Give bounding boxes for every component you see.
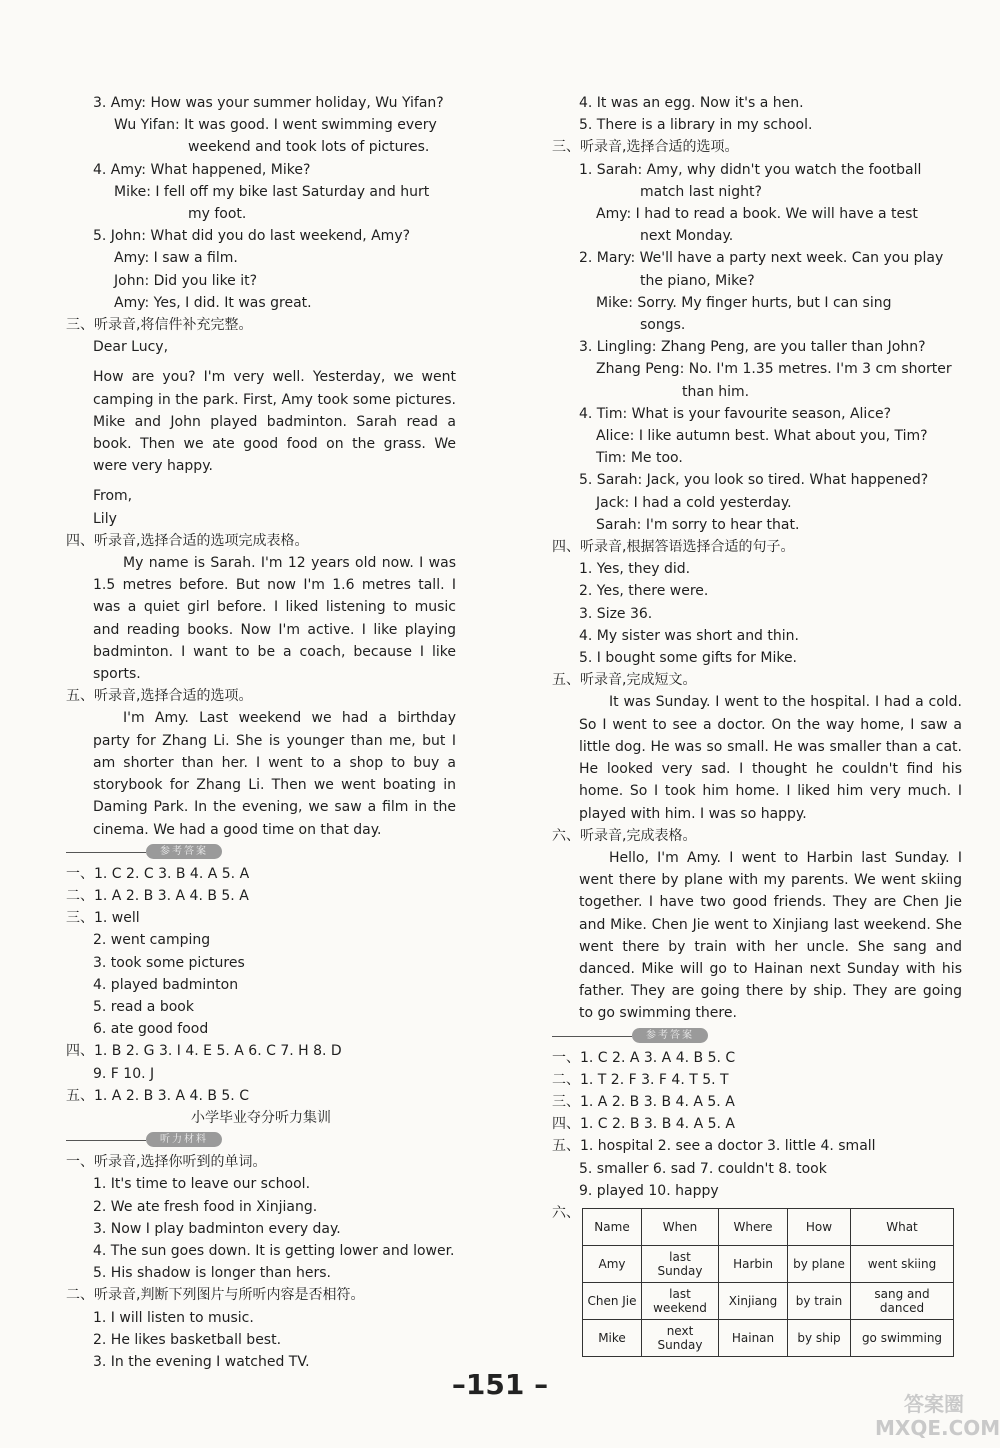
dialog-line: 4. Amy: What happened, Mike? xyxy=(93,161,311,178)
answer-line: 一、1. C 2. A 3. A 4. B 5. C xyxy=(552,1049,736,1066)
dialog-line: Amy: Yes, I did. It was great. xyxy=(114,294,312,311)
watermark: 答案圈 MXQE.COM xyxy=(875,1392,1000,1440)
dialog-line: 5. Sarah: Jack, you look so tired. What happened? xyxy=(579,472,929,489)
dialog-line: than him. xyxy=(682,383,750,400)
table-cell: Mike xyxy=(583,1320,642,1357)
table-header-cell: Where xyxy=(719,1209,788,1246)
letter-name: Lily xyxy=(93,510,117,527)
table-cell: last weekend xyxy=(642,1283,719,1320)
letter-greeting: Dear Lucy, xyxy=(93,339,169,356)
section-title: 二、听录音,判断下列图片与所听内容是否相符。 xyxy=(66,1287,365,1304)
dialog-line: Mike: Sorry. My finger hurts, but I can sing xyxy=(596,294,892,311)
list-item: 2. We ate fresh food in Xinjiang. xyxy=(93,1198,318,1215)
answer-line: 五、1. hospital 2. see a doctor 3. little 4. small xyxy=(552,1138,876,1155)
table-cell: Harbin xyxy=(719,1246,788,1283)
page-number: –151 – xyxy=(451,1368,549,1401)
table-header-cell: Name xyxy=(583,1209,642,1246)
list-item: 3. Now I play badminton every day. xyxy=(93,1220,341,1237)
answer-line: 5. smaller 6. sad 7. couldn't 8. took xyxy=(579,1160,827,1177)
list-item: 3. Size 36. xyxy=(579,605,653,622)
dialog-line: match last night? xyxy=(640,183,762,200)
answer-table xyxy=(582,1208,954,1357)
list-item: 5. I bought some gifts for Mike. xyxy=(579,650,798,667)
dialog-line: the piano, Mike? xyxy=(640,272,755,289)
section-title: 一、听录音,选择你听到的单词。 xyxy=(66,1154,267,1171)
table-cell: went skiing xyxy=(851,1246,954,1283)
answers-divider xyxy=(66,841,456,863)
answers-label: 参考答案 xyxy=(632,1028,708,1043)
dialog-line: 4. Tim: What is your favourite season, Alice? xyxy=(579,405,892,422)
answer-line: 五、1. A 2. B 3. A 4. B 5. C xyxy=(66,1087,249,1104)
list-item: 2. He likes basketball best. xyxy=(93,1331,282,1348)
dialog-line: 5. John: What did you do last weekend, Amy? xyxy=(93,228,411,245)
passage: Hello, I'm Amy. I went to Harbin last Sunday. I went there by plane with my parents. We went skiing together. I have two good friends. They are Chen Jie and Mike. Chen Jie went to Xinjiang last weekend. She went there by train with her uncle. She sang and danced. Mike will go to Hainan next Sunday with his father. They are going there by ship. They are going to go swimming there. xyxy=(579,849,962,1022)
dialog-line: 3. Lingling: Zhang Peng, are you taller than John? xyxy=(579,339,926,356)
section-title: 四、听录音,根据答语选择合适的句子。 xyxy=(552,539,795,556)
material-divider xyxy=(66,1129,456,1151)
table-cell: Chen Jie xyxy=(583,1283,642,1320)
table-header-cell: When xyxy=(642,1209,719,1246)
dialog-line: Jack: I had a cold yesterday. xyxy=(596,494,792,511)
table-cell: by plane xyxy=(788,1246,851,1283)
list-item: 1. Yes, they did. xyxy=(579,561,691,578)
section-title: 六、听录音,完成表格。 xyxy=(552,827,697,844)
dialog-line: Amy: I had to read a book. We will have a test xyxy=(596,206,918,223)
section-title: 五、听录音,选择合适的选项。 xyxy=(66,688,253,705)
right-column xyxy=(552,92,962,1357)
passage: My name is Sarah. I'm 12 years old now. I was 1.5 metres before. But now I'm 1.6 metres tall. I was a quiet girl before. I liked listening to music and reading books. Now I'm active. I like playing badminton. I want to be a coach, because I like sports. xyxy=(93,555,456,683)
answer-line: 二、1. T 2. F 3. F 4. T 5. T xyxy=(552,1071,729,1088)
table-cell: last Sunday xyxy=(642,1246,719,1283)
table-row xyxy=(583,1246,954,1283)
answer-line: 三、1. A 2. B 3. B 4. A 5. A xyxy=(552,1093,735,1110)
dialog-line: Zhang Peng: No. I'm 1.35 metres. I'm 3 cm shorter xyxy=(596,361,952,378)
passage: It was Sunday. I went to the hospital. I had a cold. So I went to see a doctor. On the way home, I saw a little dog. He was so small. He was smaller than a cat. He looked very sad. I thought he couldn't find his home. So I took him home. I liked him very much. I played with him. I was so happy. xyxy=(579,694,962,822)
dialog-line: Sarah: I'm sorry to hear that. xyxy=(596,516,800,533)
dialog-line: my foot. xyxy=(188,206,247,223)
section-title: 三、听录音,选择合适的选项。 xyxy=(552,139,739,156)
dialog-line: Amy: I saw a film. xyxy=(114,250,238,267)
passage: I'm Amy. Last weekend we had a birthday party for Zhang Li. She is younger than me, but I am shorter than her. I went to a shop to buy a storybook for Zhang Li. Then we went boating in Daming Park. In the evening, we saw a film in the cinema. We had a good time on that day. xyxy=(93,710,456,838)
table-cell: Amy xyxy=(583,1246,642,1283)
table-row xyxy=(583,1320,954,1357)
answers-divider xyxy=(552,1025,962,1047)
table-cell: by train xyxy=(788,1283,851,1320)
section-heading: 小学毕业夺分听力集训 xyxy=(191,1109,331,1126)
section-title: 五、听录音,完成短文。 xyxy=(552,672,697,689)
table-row xyxy=(583,1283,954,1320)
list-item: 5. There is a library in my school. xyxy=(579,117,813,134)
dialog-line: Tim: Me too. xyxy=(596,450,683,467)
list-item: 3. In the evening I watched TV. xyxy=(93,1353,310,1370)
list-item: 4. The sun goes down. It is getting lower and lower. xyxy=(93,1242,455,1259)
dialog-line: Wu Yifan: It was good. I went swimming every xyxy=(114,117,437,134)
answer-line: 9. F 10. J xyxy=(93,1065,155,1082)
table-header-cell: What xyxy=(851,1209,954,1246)
answer-line: 四、1. C 2. B 3. B 4. A 5. A xyxy=(552,1116,735,1133)
letter-from: From, xyxy=(93,488,133,505)
dialog-line: 2. Mary: We'll have a party next week. Can you play xyxy=(579,250,944,267)
list-item: 1. It's time to leave our school. xyxy=(93,1176,311,1193)
dialog-line: next Monday. xyxy=(640,228,734,245)
answer-line: 4. played badminton xyxy=(93,976,239,993)
table-cell: Xinjiang xyxy=(719,1283,788,1320)
answer-line: 2. went camping xyxy=(93,932,211,949)
list-item: 2. Yes, there were. xyxy=(579,583,709,600)
table-cell: sang and danced xyxy=(851,1283,954,1320)
material-label: 听力材料 xyxy=(146,1132,222,1147)
answer-line: 5. read a book xyxy=(93,998,194,1015)
answer-line: 二、1. A 2. B 3. A 4. B 5. A xyxy=(66,887,249,904)
dialog-line: Mike: I fell off my bike last Saturday and hurt xyxy=(114,183,430,200)
answers-label: 参考答案 xyxy=(146,844,222,859)
answer-line: 一、1. C 2. C 3. B 4. A 5. A xyxy=(66,865,250,882)
answer-line: 9. played 10. happy xyxy=(579,1182,719,1199)
dialog-line: weekend and took lots of pictures. xyxy=(188,139,430,156)
dialog-line: John: Did you like it? xyxy=(114,272,258,289)
answer-line: 六、 xyxy=(552,1204,580,1221)
section-title: 三、听录音,将信件补充完整。 xyxy=(66,317,253,334)
table-cell: by ship xyxy=(788,1320,851,1357)
dialog-line: Alice: I like autumn best. What about you, Tim? xyxy=(596,428,928,445)
left-column xyxy=(66,92,456,1373)
answer-line: 四、1. B 2. G 3. I 4. E 5. A 6. C 7. H 8. D xyxy=(66,1043,342,1060)
list-item: 1. I will listen to music. xyxy=(93,1309,254,1326)
table-cell: go swimming xyxy=(851,1320,954,1357)
list-item: 4. My sister was short and thin. xyxy=(579,627,799,644)
answer-line: 3. took some pictures xyxy=(93,954,245,971)
section-title: 四、听录音,选择合适的选项完成表格。 xyxy=(66,532,309,549)
table-cell: Hainan xyxy=(719,1320,788,1357)
list-item: 4. It was an egg. Now it's a hen. xyxy=(579,95,804,111)
answer-line: 6. ate good food xyxy=(93,1021,209,1038)
table-header-cell: How xyxy=(788,1209,851,1246)
dialog-line: songs. xyxy=(640,317,686,334)
dialog-line: 1. Sarah: Amy, why didn't you watch the football xyxy=(579,161,922,178)
dialog-line: 3. Amy: How was your summer holiday, Wu Yifan? xyxy=(93,95,444,111)
letter-body: How are you? I'm very well. Yesterday, we went camping in the park. First, Amy took some pictures. Mike and John played badminton. Sarah read a book. Then we ate good food on the grass. We were very happy. xyxy=(93,369,456,475)
answer-line: 三、1. well xyxy=(66,910,140,927)
table-cell: next Sunday xyxy=(642,1320,719,1357)
list-item: 5. His shadow is longer than hers. xyxy=(93,1265,331,1282)
table-header-row xyxy=(583,1209,954,1246)
